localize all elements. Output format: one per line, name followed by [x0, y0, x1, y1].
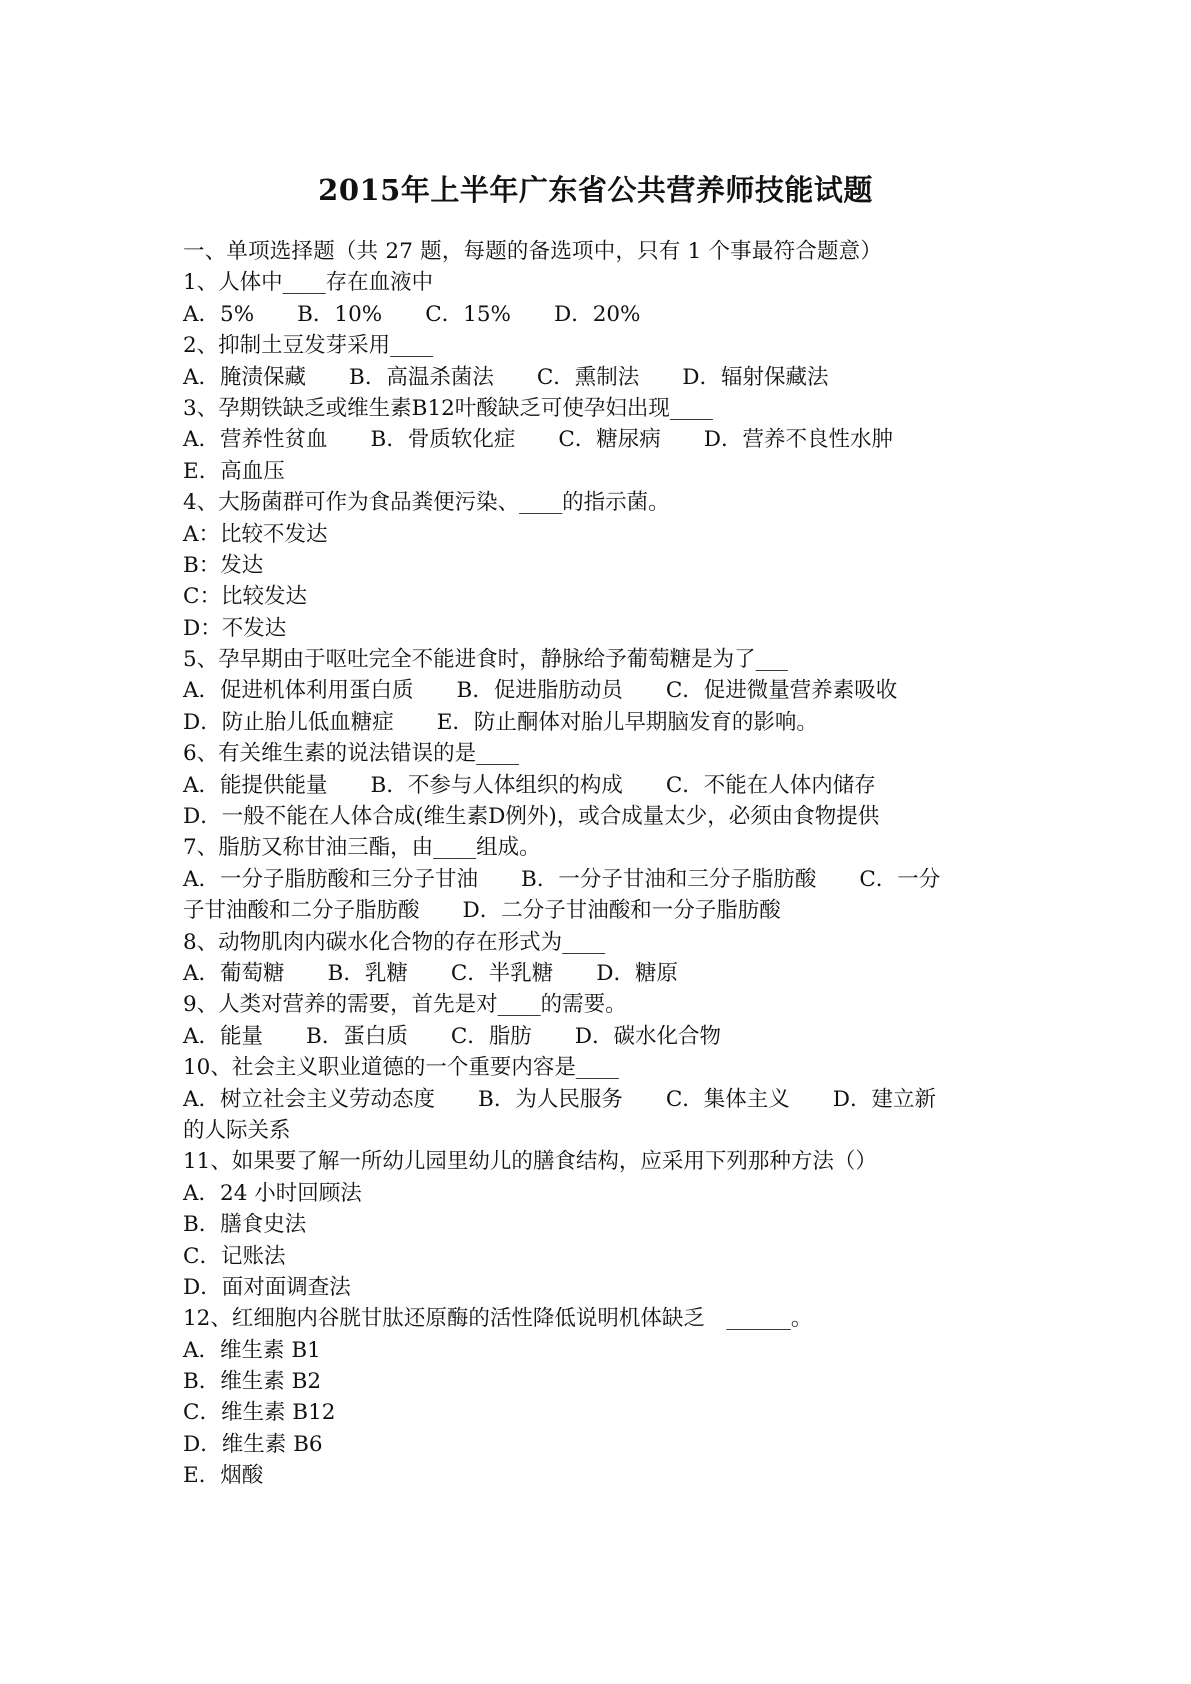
- question-7-options-line-1: A．一分子脂肪酸和三分子甘油 B．一分子甘油和三分子脂肪酸 C．一分: [183, 866, 941, 892]
- question-10-options-line-1: A．树立社会主义劳动态度 B．为人民服务 C．集体主义 D．建立新: [183, 1086, 937, 1112]
- question-4-option-a: A：比较不发达: [183, 521, 328, 547]
- question-5-options-line-1: A．促进机体利用蛋白质 B．促进脂肪动员 C．促进微量营养素吸收: [183, 678, 898, 704]
- question-11: 11、如果要了解一所幼儿园里幼儿的膳食结构，应采用下列那种方法（）: [183, 1149, 877, 1175]
- question-4-option-c: C：比较发达: [183, 584, 307, 610]
- question-8: 8、动物肌肉内碳水化合物的存在形式为____: [183, 929, 606, 955]
- document-body: [183, 236, 1013, 1492]
- question-12-option-c: C．维生素 B12: [183, 1400, 336, 1426]
- question-4-option-b: B：发达: [183, 552, 264, 578]
- question-3: 3、孕期铁缺乏或维生素B12叶酸缺乏可使孕妇出现____: [183, 395, 713, 421]
- question-12-option-e: E．烟酸: [183, 1463, 264, 1489]
- question-9: 9、人类对营养的需要，首先是对____的需要。: [183, 992, 627, 1018]
- question-12-option-d: D．维生素 B6: [183, 1431, 323, 1457]
- question-12-option-a: A．维生素 B1: [183, 1337, 321, 1363]
- question-6-options-line-2: D．一般不能在人体合成(维生素D例外)，或合成量太少，必须由食物提供: [183, 804, 880, 830]
- question-12: 12、红细胞内谷胱甘肽还原酶的活性降低说明机体缺乏 ______。: [183, 1306, 813, 1332]
- question-4: 4、大肠菌群可作为食品粪便污染、____的指示菌。: [183, 490, 670, 516]
- question-2-options: A．腌渍保藏 B．高温杀菌法 C．熏制法 D．辐射保藏法: [183, 364, 829, 390]
- question-8-options: A．葡萄糖 B．乳糖 C．半乳糖 D．糖原: [183, 960, 679, 986]
- question-6-options-line-1: A．能提供能量 B．不参与人体组织的构成 C．不能在人体内储存: [183, 772, 876, 798]
- question-1: 1、人体中____存在血液中: [183, 270, 434, 296]
- question-10: 10、社会主义职业道德的一个重要内容是____: [183, 1055, 619, 1081]
- question-11-option-a: A．24 小时回顾法: [183, 1180, 362, 1206]
- question-10-options-line-2: 的人际关系: [183, 1117, 291, 1143]
- question-12-option-b: B．维生素 B2: [183, 1369, 322, 1395]
- question-6: 6、有关维生素的说法错误的是____: [183, 741, 520, 767]
- section-heading: 一、单项选择题（共 27 题，每题的备选项中，只有 1 个事最符合题意）: [183, 239, 883, 264]
- question-3-options-line-2: E．高血压: [183, 458, 285, 484]
- question-7-options-line-2: 子甘油酸和二分子脂肪酸 D．二分子甘油酸和一分子脂肪酸: [183, 898, 781, 924]
- question-2: 2、抑制土豆发芽采用____: [183, 333, 434, 359]
- question-11-option-c: C．记账法: [183, 1243, 286, 1269]
- question-1-options: A．5% B．10% C．15% D．20%: [183, 301, 641, 327]
- question-5: 5、孕早期由于呕吐完全不能进食时，静脉给予葡萄糖是为了___: [183, 647, 788, 673]
- document-title: 2015年上半年广东省公共营养师技能试题: [318, 173, 873, 207]
- question-4-option-d: D：不发达: [183, 615, 287, 641]
- question-9-options: A．能量 B．蛋白质 C．脂肪 D．碳水化合物: [183, 1023, 722, 1049]
- question-3-options-line-1: A．营养性贫血 B．骨质软化症 C．糖尿病 D．营养不良性水肿: [183, 427, 894, 453]
- question-7: 7、脂肪又称甘油三酯，由____组成。: [183, 835, 541, 861]
- question-5-options-line-2: D．防止胎儿低血糖症 E．防止酮体对胎儿早期脑发育的影响。: [183, 709, 818, 735]
- question-11-option-d: D．面对面调查法: [183, 1274, 351, 1300]
- question-11-option-b: B．膳食史法: [183, 1212, 307, 1238]
